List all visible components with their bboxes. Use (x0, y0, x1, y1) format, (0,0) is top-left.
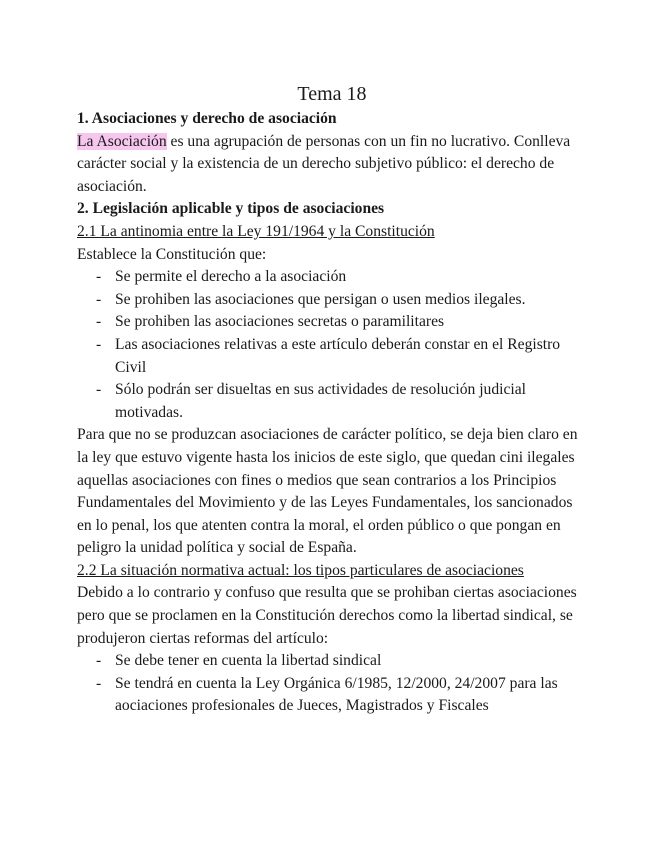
list-item-text: Se tendrá en cuenta la Ley Orgánica 6/1985, 12/2000, 24/2007 para las aociaciones profesionales de Jueces, Magistrados y Fiscales (115, 674, 558, 715)
list-item (77, 289, 587, 312)
list-item (77, 334, 587, 379)
dash-bullet: - (96, 313, 102, 331)
document-title: Tema 18 (297, 83, 367, 105)
list-item (77, 650, 587, 673)
list-item-text: Las asociaciones relativas a este artículo deberán constar en el Registro Civil (115, 335, 561, 376)
subsection-2-1-paragraph: Para que no se produzcan asociaciones de carácter político, se deja bien claro en la ley que estuvo vigente hasta los inicios de este siglo, que quedan cini ilegales aquellas asociaciones con fines o medios que sean contrarios a los Principios Fundamentales del Movimiento y de las Leyes Fundamentales, los sancionados en lo penal, los que atenten contra la moral, el orden público o que pongan en peligro la unidad política y social de España. (77, 426, 578, 557)
dash-bullet: - (96, 652, 102, 670)
list-item-text: Se permite el derecho a la asociación (115, 268, 347, 286)
list-item-text: Sólo podrán ser disueltas en sus actividades de resolución judicial motivadas. (115, 381, 526, 421)
subsection-2-2-paragraph: Debido a lo contrario y confuso que resulta que se prohiban ciertas asociaciones pero que se proclamen en la Constitución derechos como la libertad sindical, se produjeron ciertas reformas del artículo: (77, 584, 577, 647)
subsection-2-1-list (77, 266, 587, 424)
subsection-2-1-title: 2.1 La antinomia entre la Ley 191/1964 y la Constitución (77, 222, 435, 240)
list-item-text: Se prohiben las asociaciones secretas o paramilitares (115, 313, 445, 331)
list-item-text: Se debe tener en cuenta la libertad sindical (115, 652, 382, 670)
highlighted-term: La Asociación (77, 132, 167, 150)
section-2-heading: 2. Legislación aplicable y tipos de asociaciones (77, 200, 385, 218)
subsection-2-1-intro: Establece la Constitución que: (77, 245, 267, 263)
list-item-text: Se prohiben las asociaciones que persigan o usen medios ilegales. (115, 290, 526, 308)
section-1-paragraph-text: es una agrupación de personas con un fin no lucrativo. Conlleva carácter social y la existencia de un derecho subjetivo público: el derecho de asociación. (77, 132, 571, 195)
document-page (77, 80, 587, 718)
dash-bullet: - (96, 335, 102, 353)
dash-bullet: - (96, 268, 102, 286)
dash-bullet: - (96, 290, 102, 308)
list-item (77, 266, 587, 289)
list-item (77, 311, 587, 334)
dash-bullet: - (96, 381, 102, 399)
subsection-2-2-list (77, 650, 587, 718)
list-item (77, 379, 587, 424)
dash-bullet: - (96, 674, 102, 692)
list-item (77, 673, 587, 718)
subsection-2-2-title: 2.2 La situación normativa actual: los tipos particulares de asociaciones (77, 561, 524, 579)
section-1-heading: 1. Asociaciones y derecho de asociación (77, 110, 337, 127)
section-1-paragraph (77, 131, 587, 199)
